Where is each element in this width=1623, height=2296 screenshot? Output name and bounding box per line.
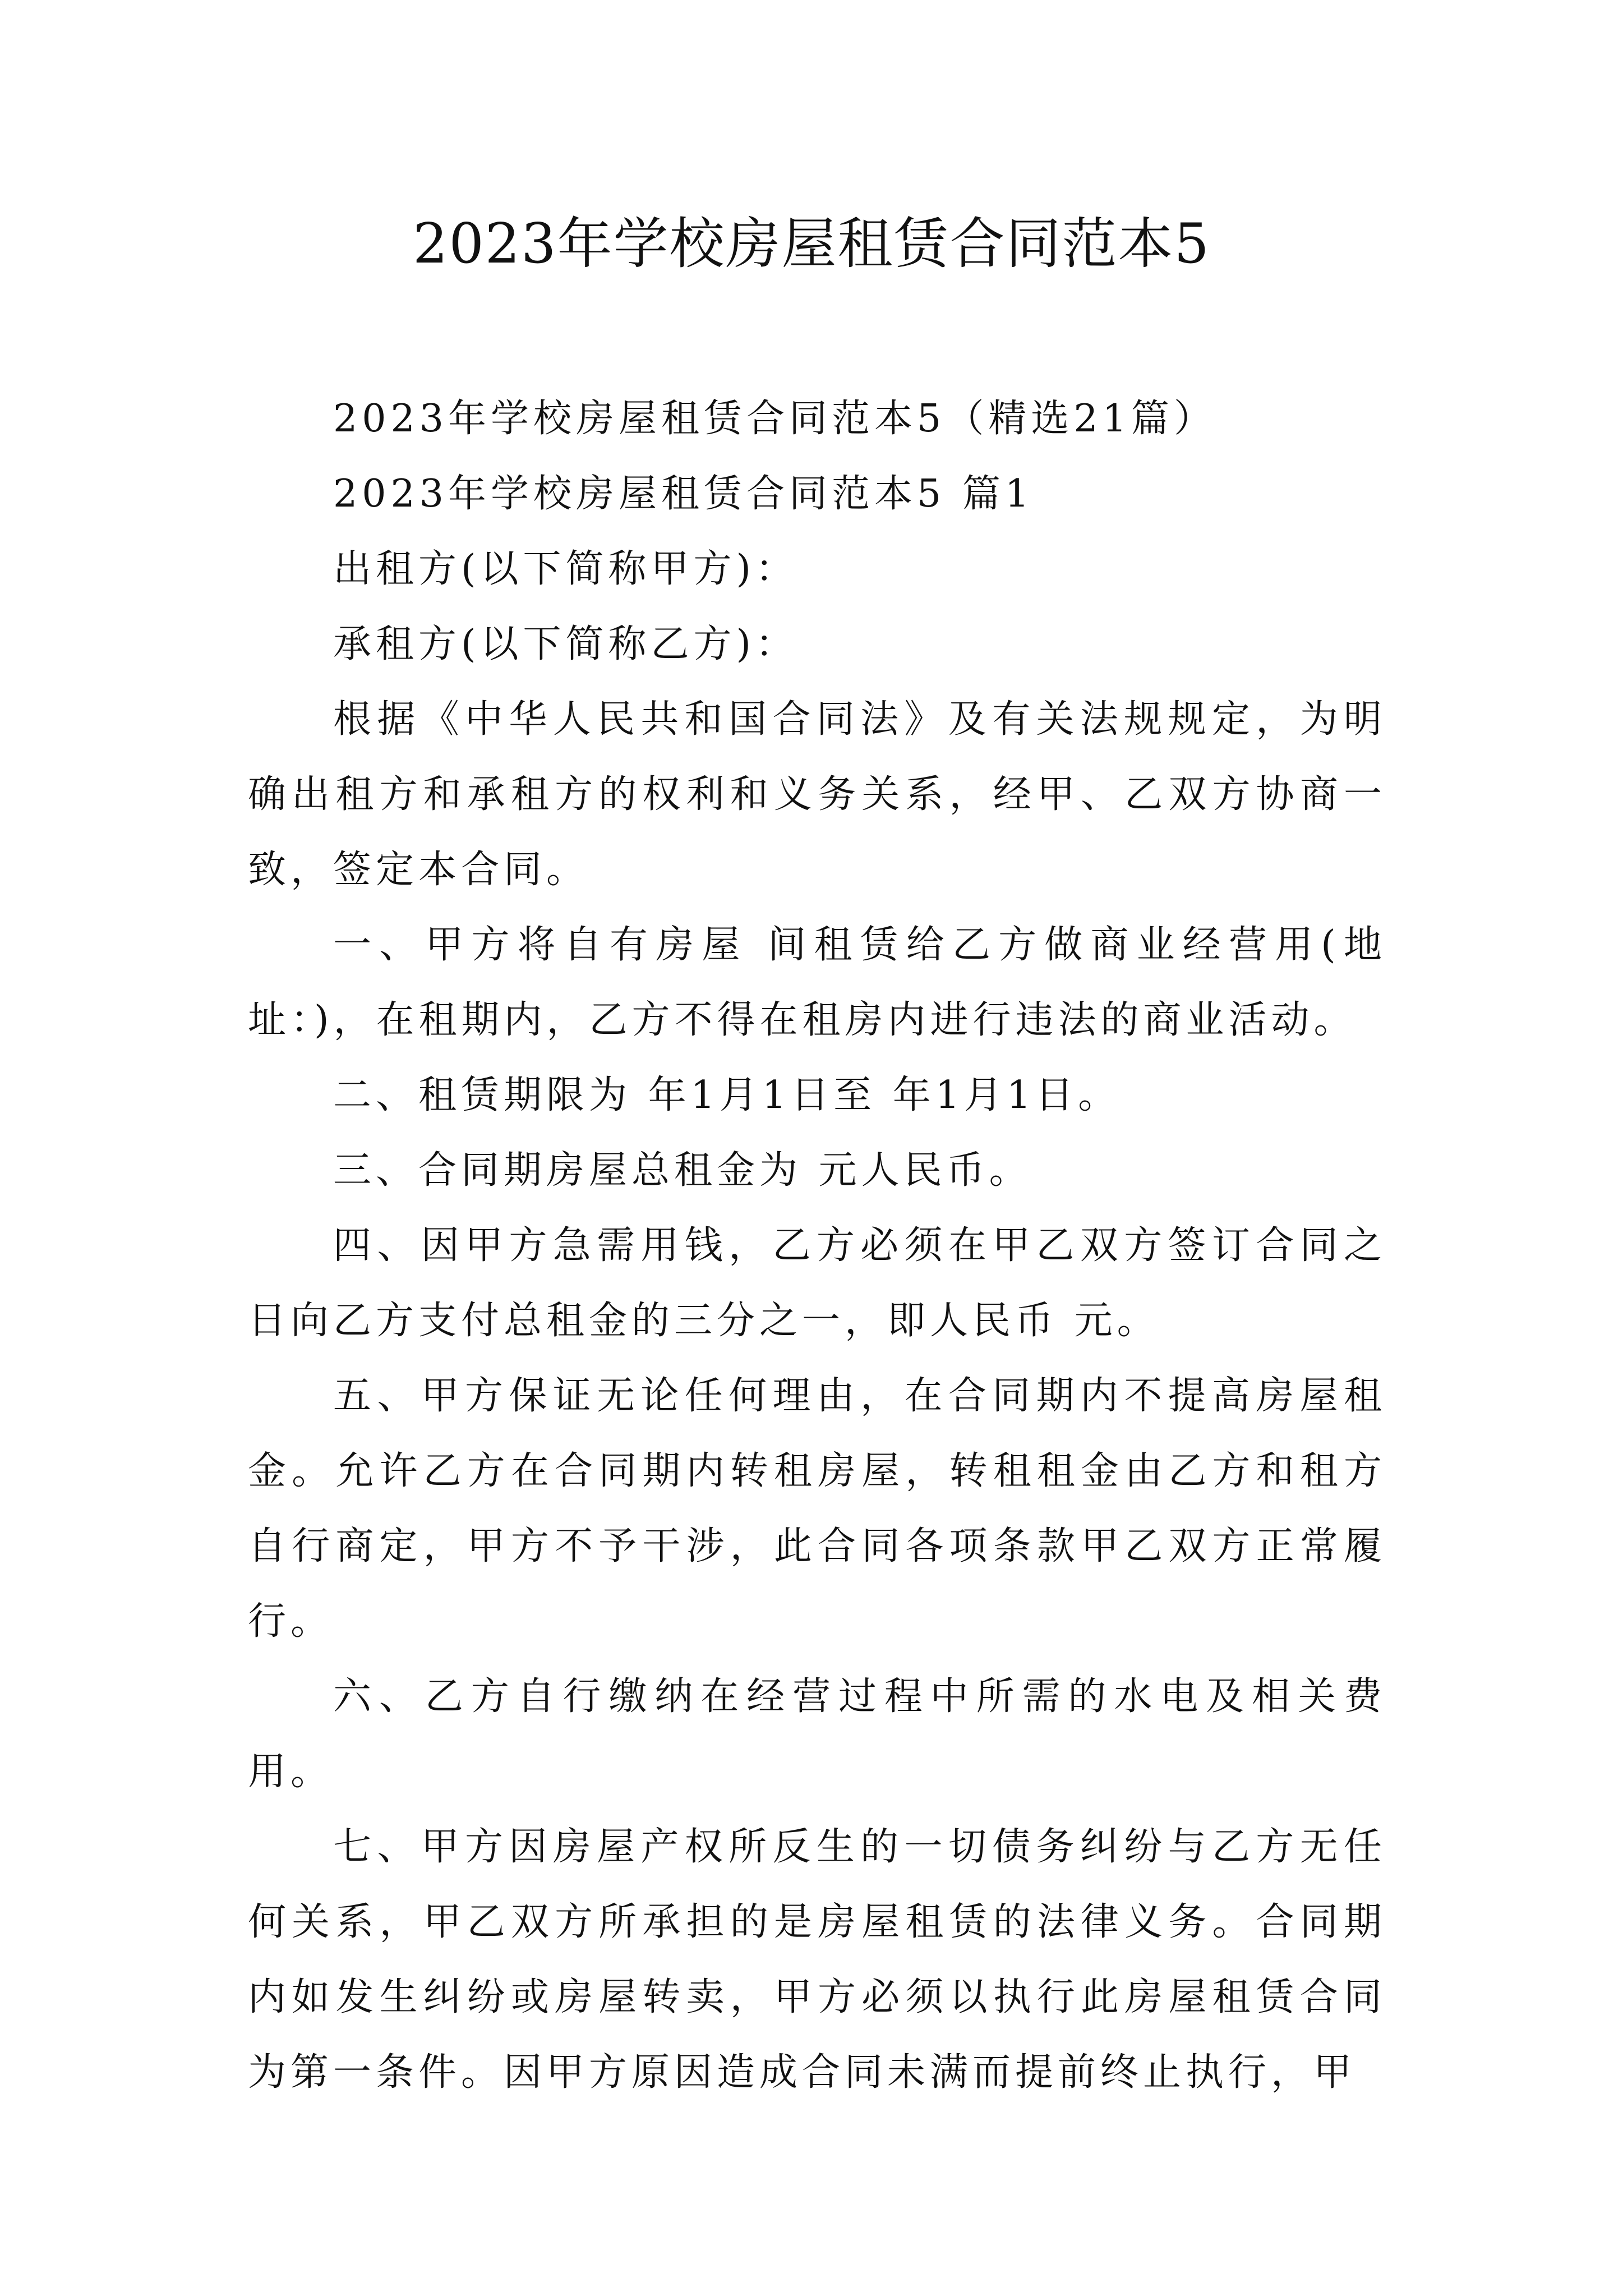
paragraph-clause-3: 三、合同期房屋总租金为 元人民币。 (333, 1148, 1032, 1193)
paragraph-section-heading: 2023年学校房屋租赁合同范本5 篇1 (333, 472, 1034, 516)
paragraph-clause-1: 一、甲方将自有房屋 间租赁给乙方做商业经营用(地址：)，在租期内，乙方不得在租房内进行违法的商业活动。 (248, 923, 1386, 1042)
paragraph-clause-5: 五、甲方保证无论任何理由，在合同期内不提高房屋租金。允许乙方在合同期内转租房屋，转租租金由乙方和租方自行商定，甲方不予干涉，此合同各项条款甲乙双方正常履行。 (248, 1374, 1386, 1644)
paragraph-clause-7: 七、甲方因房屋产权所反生的一切债务纠纷与乙方无任何关系，甲乙双方所承担的是房屋租赁的法律义务。合同期内如发生纠纷或房屋转卖，甲方必须以执行此房屋租赁合同为第一条件。因甲方原因造成合同未满而提前终止执行，甲 (248, 1825, 1386, 2095)
document-body (248, 381, 1386, 2110)
paragraph-clause-4: 四、因甲方急需用钱，乙方必须在甲乙双方签订合同之日向乙方支付总租金的三分之一，即人民币 元。 (248, 1223, 1386, 1343)
paragraph-clause-2: 二、租赁期限为 年1月1日至 年1月1日。 (333, 1073, 1121, 1117)
paragraph-lessor: 出租方(以下简称甲方)： (333, 547, 799, 591)
paragraph-clause-6: 六、乙方自行缴纳在经营过程中所需的水电及相关费用。 (248, 1674, 1386, 1794)
paragraph-lessee: 承租方(以下简称乙方)： (333, 622, 799, 666)
paragraph-preamble: 根据《中华人民共和国合同法》及有关法规规定，为明确出租方和承租方的权利和义务关系，经甲、乙双方协商一致，签定本合同。 (248, 697, 1386, 892)
paragraph-subtitle: 2023年学校房屋租赁合同范本5（精选21篇） (333, 397, 1216, 441)
document-title: 2023年学校房屋租赁合同范本5 (413, 212, 1210, 276)
